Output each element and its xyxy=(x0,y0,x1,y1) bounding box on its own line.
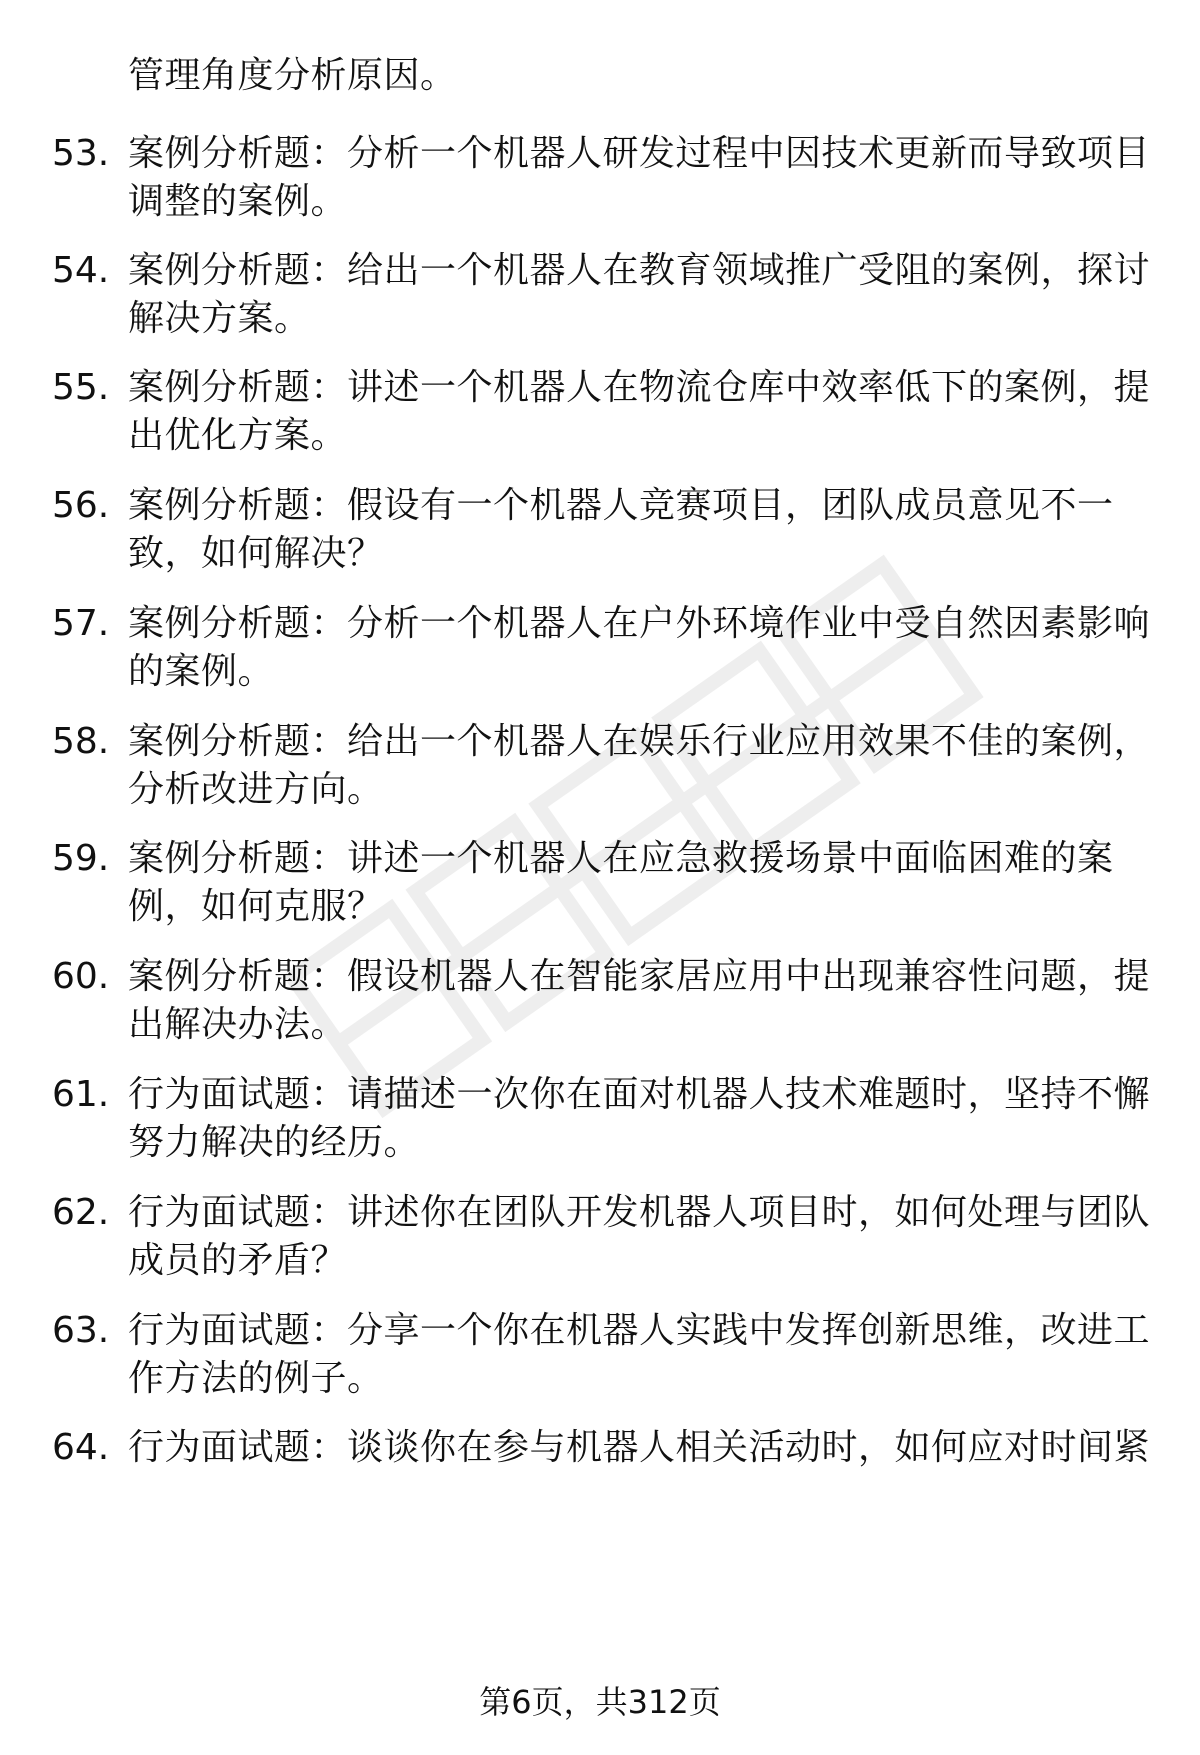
item-text-line1: 案例分析题：假设有一个机器人竞赛项目，团队成员意见不一 xyxy=(128,485,1114,526)
item-number: 59. xyxy=(52,838,110,879)
item-text-line1: 行为面试题：讲述你在团队开发机器人项目时，如何处理与团队 xyxy=(128,1192,1151,1233)
item-text-line1: 案例分析题：分析一个机器人研发过程中因技术更新而导致项目 xyxy=(128,133,1151,174)
item-text-line1: 行为面试题：分享一个你在机器人实践中发挥创新思维，改进工 xyxy=(128,1310,1151,1351)
item-number: 61. xyxy=(52,1074,110,1115)
item-number: 55. xyxy=(52,367,110,408)
item-number: 60. xyxy=(52,956,110,997)
item-number: 56. xyxy=(52,485,110,526)
item-number: 64. xyxy=(52,1427,110,1468)
item-text-line1: 案例分析题：给出一个机器人在娱乐行业应用效果不佳的案例， xyxy=(128,721,1151,762)
item-text-line2: 作方法的例子。 xyxy=(128,1358,384,1399)
item-text-line1: 案例分析题：假设机器人在智能家居应用中出现兼容性问题，提 xyxy=(128,956,1151,997)
item-text-line2: 成员的矛盾？ xyxy=(128,1240,348,1281)
item-text-line1: 案例分析题：讲述一个机器人在物流仓库中效率低下的案例，提 xyxy=(128,367,1151,408)
page-footer: 第6页，共312页 xyxy=(479,1683,721,1721)
item-text-line1: 行为面试题：谈谈你在参与机器人相关活动时，如何应对时间紧 xyxy=(128,1427,1151,1468)
item-text-line1: 行为面试题：请描述一次你在面对机器人技术难题时，坚持不懈 xyxy=(128,1074,1151,1115)
item-text-line2: 调整的案例。 xyxy=(128,181,348,222)
item-number: 53. xyxy=(52,133,110,174)
item-text-line2: 的案例。 xyxy=(128,651,275,692)
item-text-line2: 出优化方案。 xyxy=(128,415,348,456)
item-text-line2: 例，如何克服？ xyxy=(128,886,384,927)
item-text-line2: 解决方案。 xyxy=(128,298,311,339)
item-number: 62. xyxy=(52,1192,110,1233)
item-number: 58. xyxy=(52,721,110,762)
continuation-text: 管理角度分析原因。 xyxy=(128,55,457,96)
item-text-line2: 致，如何解决？ xyxy=(128,533,384,574)
item-text-line1: 案例分析题：给出一个机器人在教育领域推广受阻的案例，探讨 xyxy=(128,250,1151,291)
item-text-line2: 分析改进方向。 xyxy=(128,769,384,810)
item-text-line2: 努力解决的经历。 xyxy=(128,1122,421,1163)
item-text-line1: 案例分析题：分析一个机器人在户外环境作业中受自然因素影响 xyxy=(128,603,1151,644)
item-text-line2: 出解决办法。 xyxy=(128,1004,348,1045)
item-text-line1: 案例分析题：讲述一个机器人在应急救援场景中面临困难的案 xyxy=(128,838,1114,879)
item-number: 54. xyxy=(52,250,110,291)
item-number: 63. xyxy=(52,1310,110,1351)
item-number: 57. xyxy=(52,603,110,644)
